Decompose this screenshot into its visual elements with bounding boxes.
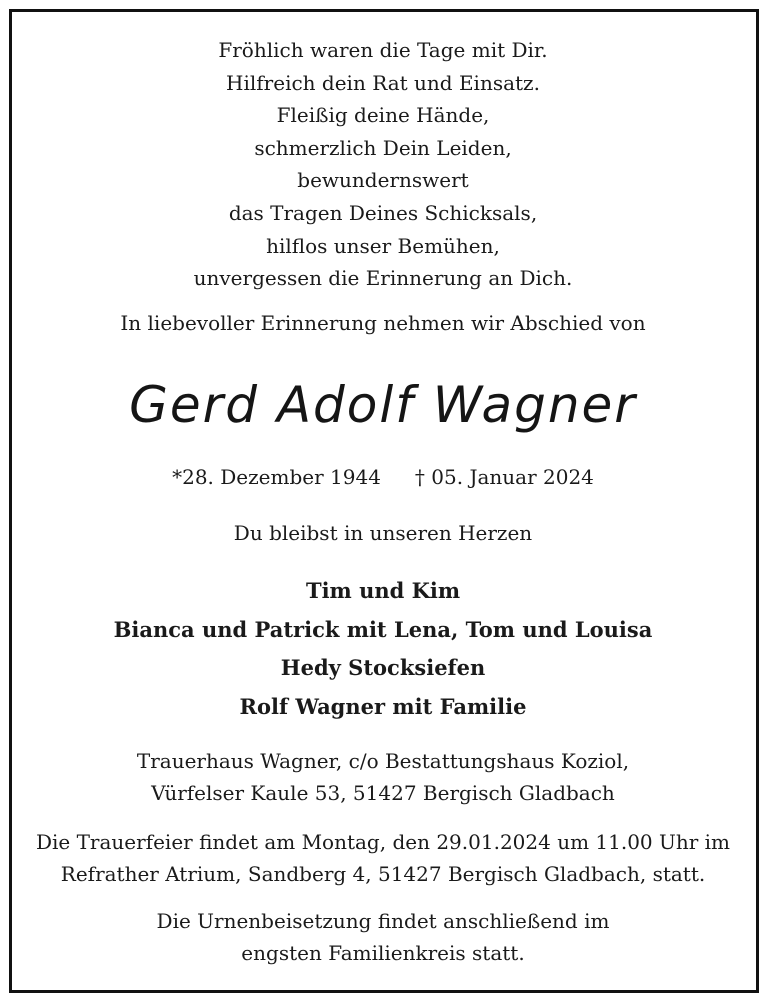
address-line: Trauerhaus Wagner, c/o Bestattungshaus Koziol, — [136, 749, 630, 773]
poem-line: bewundernswert — [297, 168, 469, 193]
poem-line: Fröhlich waren die Tage mit Dir. — [218, 38, 548, 62]
mourner-line: Rolf Wagner mit Familie — [239, 693, 527, 719]
mourner-line: Bianca und Patrick mit Lena, Tom und Louisa — [113, 616, 653, 642]
poem-line: Hilfreich dein Rat und Einsatz. — [226, 70, 540, 95]
burial-info — [0, 905, 766, 969]
address-line: Vürfelser Kaule 53, 51427 Bergisch Gladbach — [151, 781, 615, 805]
deceased-name: Gerd Adolf Wagner — [129, 376, 637, 434]
farewell-intro: In liebevoller Erinnerung nehmen wir Abschied von — [120, 311, 646, 335]
life-dates — [0, 465, 766, 489]
poem — [0, 34, 766, 295]
burial-line: engsten Familienkreis statt. — [241, 941, 525, 965]
mourner-line: Hedy Stocksiefen — [280, 655, 486, 681]
mourning-address — [0, 745, 766, 809]
birth-date: *28. Dezember 1944 — [172, 465, 381, 489]
poem-line: unvergessen die Erinnerung an Dich. — [193, 266, 573, 291]
ceremony-line: Die Trauerfeier findet am Montag, den 29.01.2024 um 11.00 Uhr im — [35, 830, 731, 854]
poem-line: hilflos unser Bemühen, — [266, 233, 500, 258]
mourners-list — [0, 572, 766, 726]
mourner-line: Tim und Kim — [305, 578, 461, 603]
poem-line: Fleißig deine Hände, — [276, 103, 490, 128]
ceremony-line: Refrather Atrium, Sandberg 4, 51427 Bergisch Gladbach, statt. — [60, 862, 706, 886]
motto: Du bleibst in unseren Herzen — [233, 521, 533, 545]
burial-line: Die Urnenbeisetzung findet anschließend im — [156, 909, 610, 933]
poem-line: das Tragen Deines Schicksals, — [228, 200, 538, 225]
death-date: † 05. Januar 2024 — [414, 465, 594, 489]
poem-line: schmerzlich Dein Leiden, — [254, 135, 512, 160]
ceremony-info — [0, 826, 766, 890]
